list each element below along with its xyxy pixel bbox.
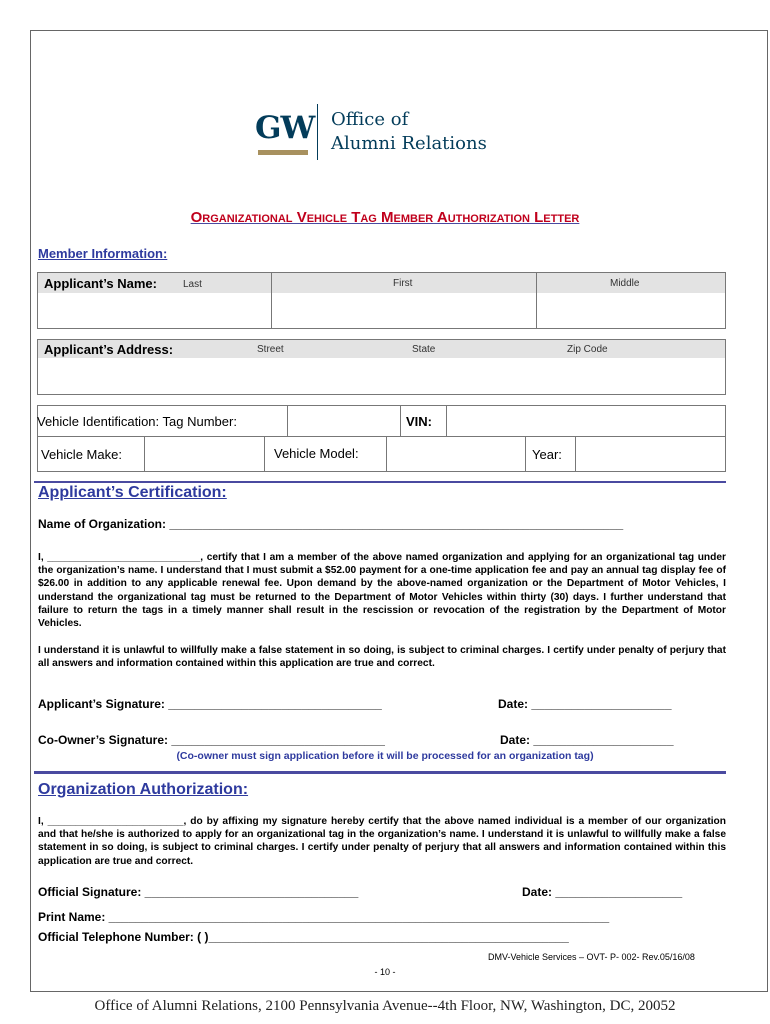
footer-address: Office of Alumni Relations, 2100 Pennsylvania Avenue--4th Floor, NW, Washington, DC, 20052 xyxy=(94,998,676,1014)
street-sublabel: Street xyxy=(257,344,284,355)
model-divider-left xyxy=(264,436,265,472)
applicant-name-label: Applicant’s Name: xyxy=(44,276,157,291)
year-label: Year: xyxy=(532,447,562,462)
applicant-address-label: Applicant’s Address: xyxy=(44,342,174,357)
official-date-line[interactable]: Date: ___________________ xyxy=(522,885,683,899)
year-divider-left xyxy=(525,436,526,472)
first-name-field[interactable] xyxy=(273,295,534,327)
state-sublabel: State xyxy=(412,344,436,355)
print-name-line[interactable]: Print Name: ___________________________________________________________________________ xyxy=(38,910,610,924)
document-title: Organizational Vehicle Tag Member Authorization Letter xyxy=(190,209,580,226)
middle-name-sublabel: Middle xyxy=(610,278,640,289)
zip-code-sublabel: Zip Code xyxy=(567,344,608,355)
gw-logo xyxy=(255,104,495,166)
middle-name-field[interactable] xyxy=(538,295,724,327)
name-divider-1 xyxy=(271,272,272,329)
applicant-signature-line[interactable]: Applicant’s Signature: ________________________________ xyxy=(38,697,382,711)
first-name-sublabel: First xyxy=(393,278,413,289)
certification-paragraph-2: I understand it is unlawful to willfully make a false statement in so doing, is subject to criminal charges. I certify under penalty of perjury that all answers and information contained within this application are true and correct. xyxy=(38,645,726,670)
org-auth-paragraph: I, ________________________, do by affixing my signature hereby certify that the above named individual is a member of our organization and that he/she is authorized to apply for an organizational tag in the organization’s name. I understand it is unlawful to willfully make a false statement in so doing, is subject to criminal charges. I certify under penalty of perjury that all answers and information contained within this application are true and correct. xyxy=(38,816,726,867)
coowner-signature-line[interactable]: Co-Owner’s Signature: ________________________________ xyxy=(38,733,385,747)
vin-field[interactable] xyxy=(448,407,724,435)
model-divider-right xyxy=(386,436,387,472)
tag-number-divider xyxy=(287,405,288,436)
logo-gold-bar xyxy=(258,150,308,155)
member-info-heading: Member Information: xyxy=(38,246,168,261)
coowner-note: (Co-owner must sign application before it will be processed for an organization tag) xyxy=(176,750,594,762)
vehicle-make-field[interactable] xyxy=(146,438,262,470)
certification-heading: Applicant’s Certification: xyxy=(38,484,227,501)
vin-divider-left xyxy=(400,405,401,436)
certification-paragraph-1: I, ___________________________, certify that I am a member of the above named organization and applying for an organizational tag under the organization’s name. I understand that I must submit a $52.00 payment for a one-time application fee and pay an annual tag display fee of $26.00 in addition to any applicable renewal fee. Upon demand by the above-named organization or the Department of Motor Vehicles, I understand the organizational tag must be returned to the Department of Motor Vehicles within thirty (30) days. I further understand that failure to return the tags in a timely manner shall result in the rescission or revocation of the registration by the Department of Motor Vehicles. xyxy=(38,552,726,630)
org-auth-rule xyxy=(34,771,726,774)
official-telephone-line[interactable]: Official Telephone Number: ( )______________________________________________________ xyxy=(38,930,569,944)
vehicle-model-field[interactable] xyxy=(388,438,523,470)
vehicle-model-label: Vehicle Model: xyxy=(274,446,359,461)
year-field[interactable] xyxy=(577,438,724,470)
name-divider-2 xyxy=(536,272,537,329)
organization-name-line[interactable]: Name of Organization: ____________________________________________________________________ xyxy=(38,517,624,531)
vin-divider-right xyxy=(446,405,447,436)
last-name-field[interactable] xyxy=(39,295,269,327)
make-divider xyxy=(144,436,145,472)
vin-label: VIN: xyxy=(406,414,432,429)
logo-line-2: Alumni Relations xyxy=(331,133,487,154)
logo-divider xyxy=(317,104,318,160)
logo-wordmark xyxy=(331,108,487,156)
tag-number-field[interactable] xyxy=(289,407,398,435)
official-signature-line[interactable]: Official Signature: ________________________________ xyxy=(38,885,359,899)
vehicle-make-label: Vehicle Make: xyxy=(41,447,122,462)
page-number: - 10 - xyxy=(374,967,396,977)
certification-rule xyxy=(34,481,726,483)
tag-number-label: Vehicle Identification: Tag Number: xyxy=(37,414,237,429)
form-id: DMV-Vehicle Services – OVT- P- 002- Rev.05/16/08 xyxy=(488,952,695,962)
last-name-sublabel: Last xyxy=(183,279,202,290)
address-field[interactable] xyxy=(39,360,724,393)
vehicle-row-divider xyxy=(37,436,726,437)
org-auth-heading: Organization Authorization: xyxy=(38,781,249,798)
logo-mark: GW xyxy=(255,110,315,146)
applicant-date-line[interactable]: Date: _____________________ xyxy=(498,697,672,711)
year-divider-right xyxy=(575,436,576,472)
logo-line-1: Office of xyxy=(331,109,409,130)
coowner-date-line[interactable]: Date: _____________________ xyxy=(500,733,674,747)
